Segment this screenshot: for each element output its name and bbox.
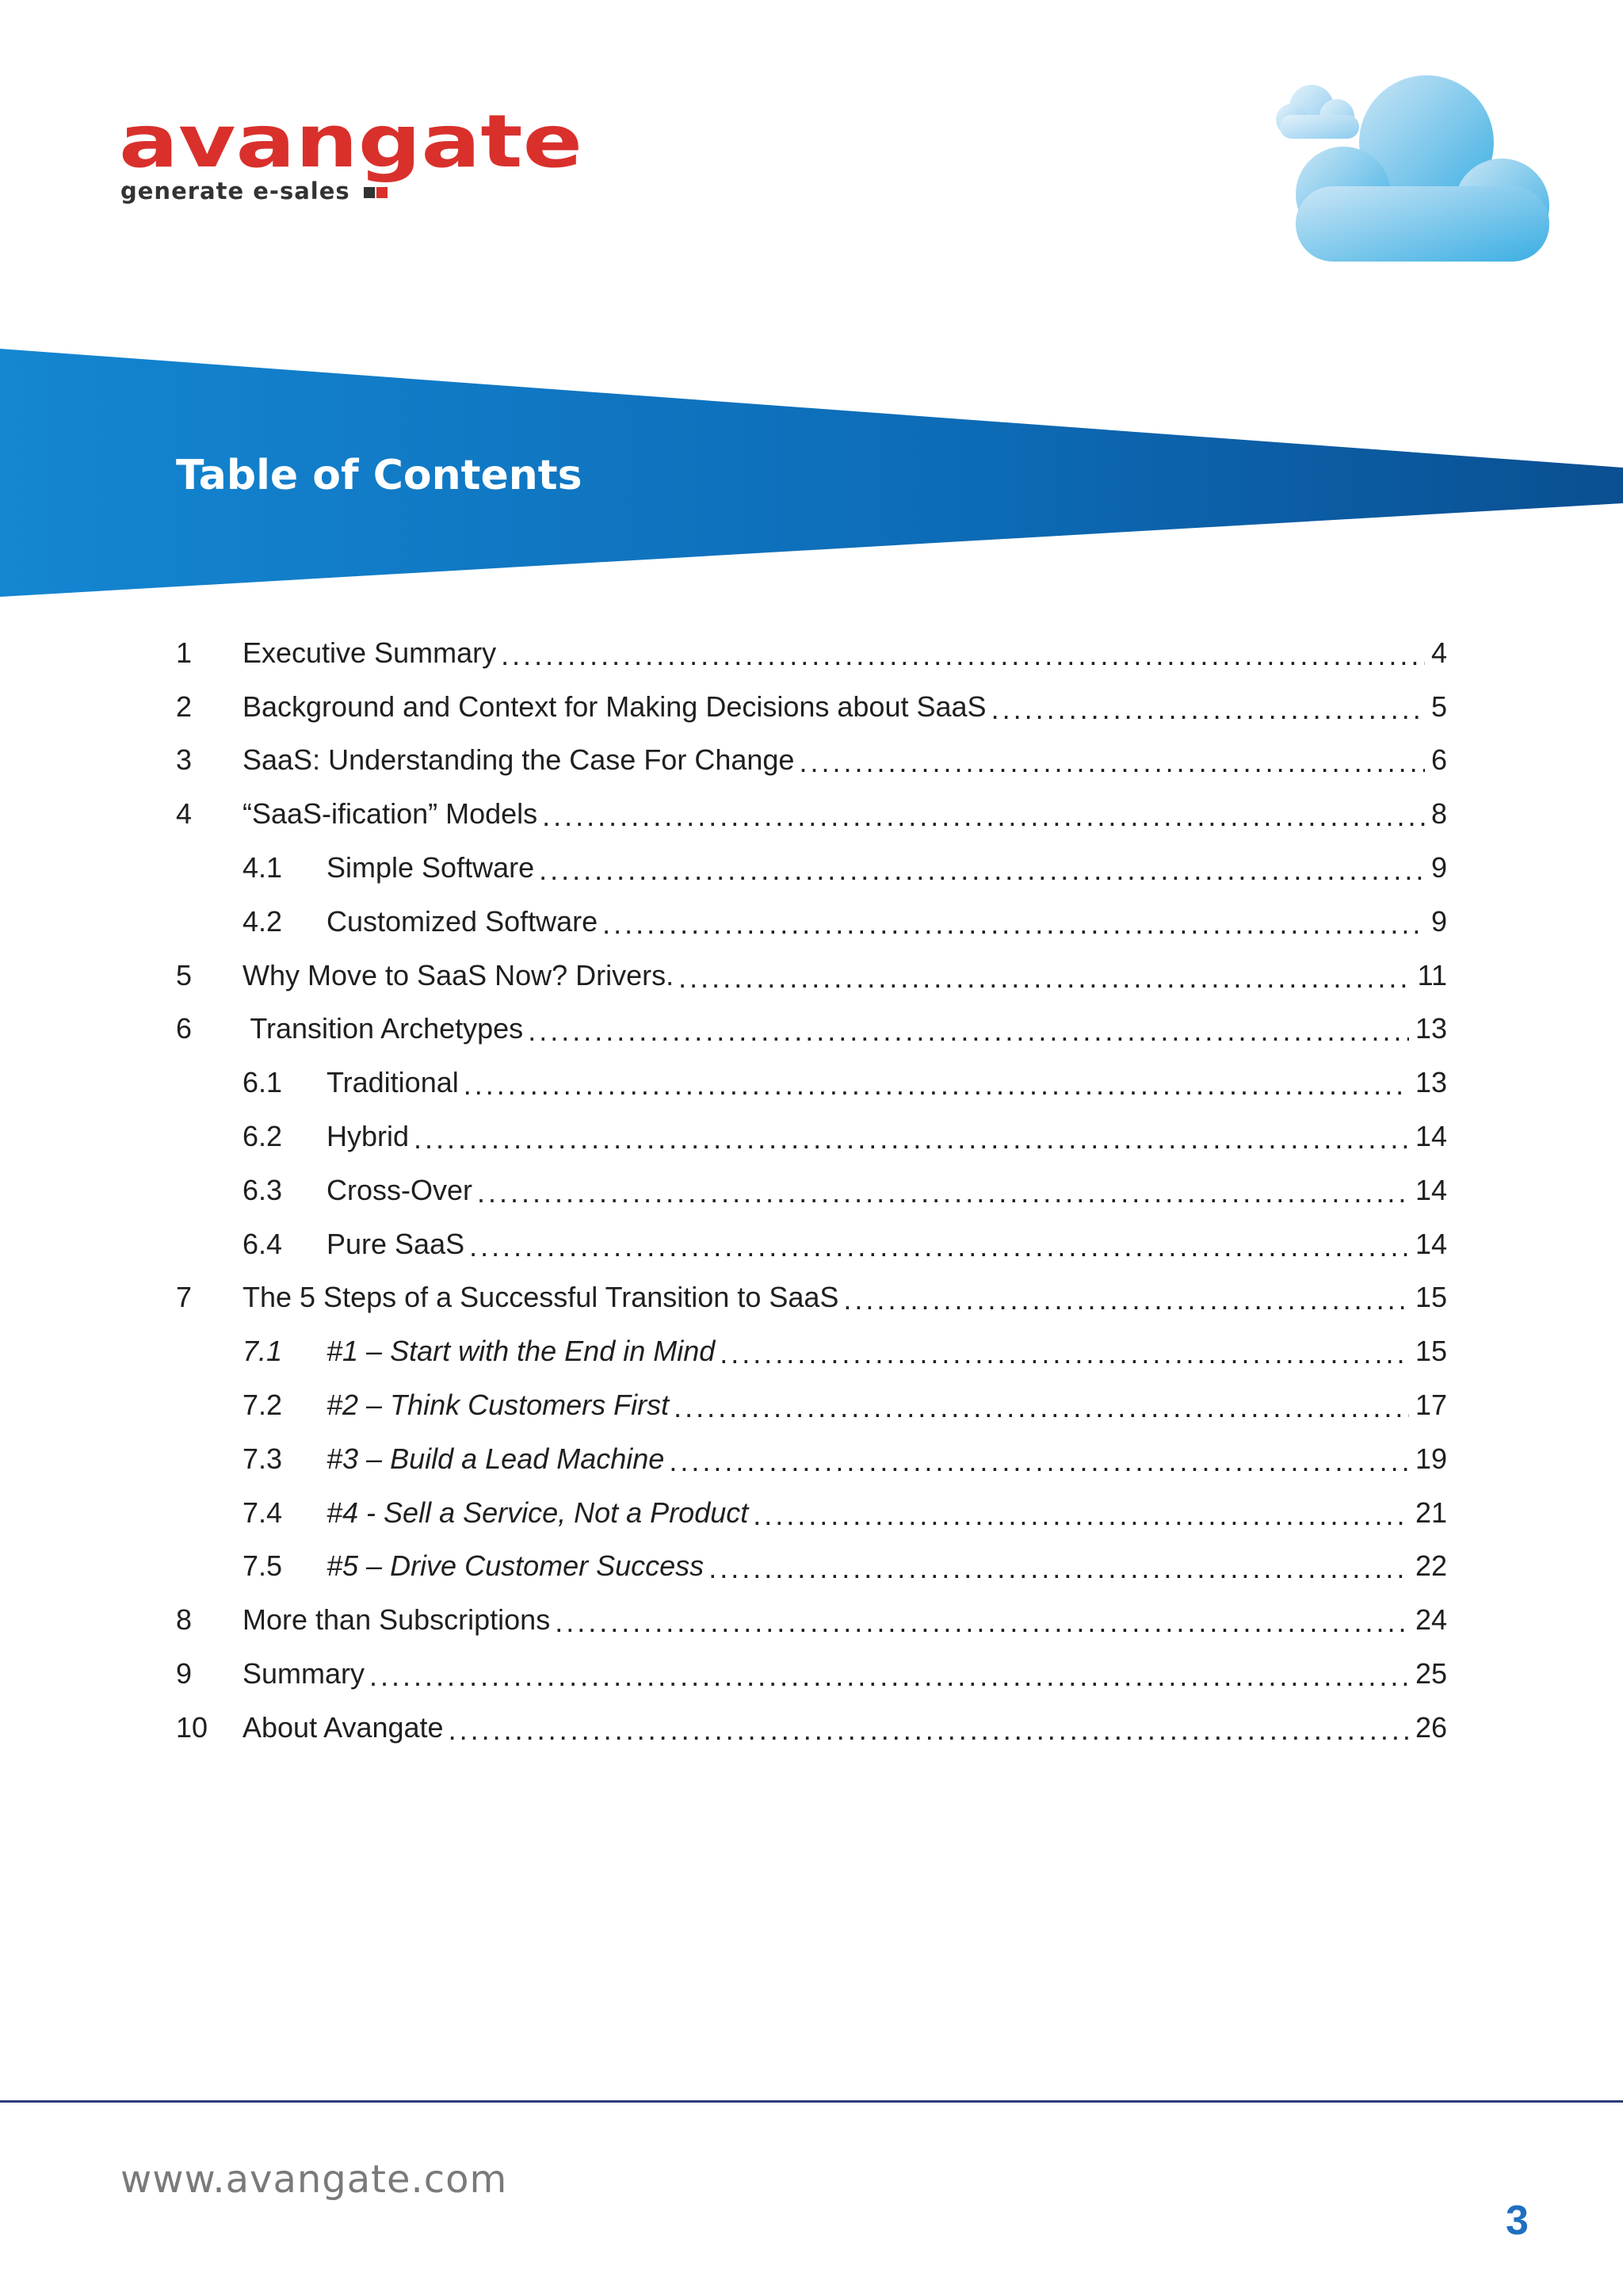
toc-entry[interactable] [176,1486,1447,1540]
toc-entry-number: 10 [176,1710,208,1744]
toc-dot-leader [602,912,1425,936]
footer-url: www.avangate.com [120,2157,508,2202]
toc-entry-number: 2 [176,690,193,723]
toc-dot-leader [991,697,1425,721]
footer-divider [0,2100,1623,2103]
toc-entry[interactable] [176,1540,1447,1594]
toc-entry-title: Background and Context for Making Decisions about SaaS [242,690,987,723]
logo-wordmark: avangate [119,111,582,184]
toc-entry[interactable] [176,1217,1447,1271]
toc-entry-page: 15 [1415,1281,1447,1314]
toc-entry-page: 6 [1430,743,1447,777]
toc-entry-title: Hybrid [327,1120,410,1153]
page-number: 3 [1506,2198,1529,2244]
toc-entry[interactable] [176,734,1447,788]
toc-entry-page: 11 [1417,958,1447,991]
toc-dot-leader [720,1342,1409,1366]
toc-entry-page: 9 [1430,851,1447,884]
toc-dot-leader [539,858,1425,882]
toc-dot-leader [708,1557,1409,1580]
toc-dot-leader [843,1288,1409,1312]
toc-entry-number: 7.4 [242,1496,283,1529]
toc-entry-page: 13 [1415,1012,1447,1045]
toc-entry[interactable] [176,1271,1447,1325]
toc-entry-title: Summary [242,1657,365,1690]
toc-entry-title: #4 - Sell a Service, Not a Product [327,1496,749,1529]
toc-entry-number: 9 [176,1657,193,1690]
toc-entry-title: More than Subscriptions [242,1603,551,1637]
toc-entry-page: 14 [1415,1120,1447,1153]
toc-entry-title: SaaS: Understanding the Case For Change [242,743,795,777]
toc-entry[interactable] [176,841,1447,895]
toc-entry[interactable] [176,787,1447,841]
toc-entry-number: 7.3 [242,1442,283,1475]
toc-entry-title: Transition Archetypes [242,1012,524,1045]
toc-entry-number: 4 [176,797,193,831]
toc-dot-leader [669,1450,1409,1473]
toc-dot-leader [555,1610,1409,1634]
toc-dot-leader [674,1396,1409,1419]
toc-dot-leader [799,751,1425,774]
toc-entry-page: 17 [1415,1389,1447,1422]
toc-dot-leader [449,1718,1409,1742]
toc-entry-page: 25 [1415,1657,1447,1690]
toc-entry-title: #3 – Build a Lead Machine [327,1442,665,1475]
table-of-contents [176,626,1447,1755]
toc-dot-leader [464,1073,1409,1097]
toc-entry-number: 6 [176,1012,193,1045]
toc-entry-number: 8 [176,1603,193,1637]
toc-dot-leader [753,1503,1409,1527]
toc-entry-title: “SaaS-ification” Models [242,797,538,831]
toc-entry-number: 6.4 [242,1227,283,1260]
toc-entry-title: #5 – Drive Customer Success [327,1549,705,1583]
toc-entry-title: The 5 Steps of a Successful Transition to SaaS [242,1281,839,1314]
toc-entry-number: 7.2 [242,1389,283,1422]
toc-entry-number: 4.1 [242,851,283,884]
toc-entry-title: Executive Summary [242,636,497,669]
toc-entry[interactable] [176,1324,1447,1378]
toc-entry[interactable] [176,1647,1447,1701]
logo-tagline [120,178,388,204]
toc-entry[interactable] [176,1110,1447,1163]
toc-entry-number: 6.1 [242,1066,283,1099]
avangate-logo [119,111,594,214]
toc-entry[interactable] [176,626,1447,680]
toc-entry-page: 9 [1430,904,1447,938]
page-title: Table of Contents [176,452,582,499]
toc-entry-title: Traditional [327,1066,459,1099]
cloud-icon [1248,67,1565,269]
toc-entry-title: #2 – Think Customers First [327,1389,670,1422]
toc-entry-number: 7.1 [242,1335,283,1368]
toc-dot-leader [528,1019,1409,1043]
toc-entry-title: Pure SaaS [327,1227,465,1260]
toc-dot-leader [678,966,1411,990]
toc-dot-leader [542,804,1425,828]
toc-entry-title: Cross-Over [327,1173,473,1206]
toc-entry-page: 15 [1415,1335,1447,1368]
toc-entry-title: Why Move to SaaS Now? Drivers. [242,958,674,991]
toc-entry[interactable] [176,1378,1447,1432]
toc-entry[interactable] [176,1593,1447,1647]
toc-entry[interactable] [176,1432,1447,1486]
logo-tagline-text: generate e-sales [120,178,350,204]
toc-entry-page: 26 [1415,1710,1447,1744]
toc-entry-page: 21 [1415,1496,1447,1529]
toc-entry[interactable] [176,1701,1447,1755]
toc-entry-title: #1 – Start with the End in Mind [327,1335,716,1368]
toc-entry-number: 4.2 [242,904,283,938]
toc-entry[interactable] [176,1003,1447,1056]
toc-entry-number: 6.2 [242,1120,283,1153]
logo-square-icon [364,187,375,198]
toc-entry[interactable] [176,1163,1447,1217]
logo-square-icon-red [376,187,388,198]
toc-entry-number: 1 [176,636,193,669]
toc-entry-number: 7 [176,1281,193,1314]
toc-entry-page: 8 [1430,797,1447,831]
toc-entry-number: 6.3 [242,1173,283,1206]
toc-entry-page: 14 [1415,1173,1447,1206]
toc-entry[interactable] [176,895,1447,949]
toc-entry-title: About Avangate [242,1710,444,1744]
toc-entry-page: 22 [1415,1549,1447,1583]
toc-dot-leader [414,1127,1409,1151]
toc-entry-page: 5 [1430,690,1447,723]
toc-entry[interactable] [176,949,1447,1003]
toc-entry-number: 7.5 [242,1549,283,1583]
toc-entry-page: 14 [1415,1227,1447,1260]
toc-entry-page: 24 [1415,1603,1447,1637]
toc-entry[interactable] [176,1056,1447,1110]
toc-entry-title: Customized Software [327,904,598,938]
toc-entry-title: Simple Software [327,851,535,884]
toc-entry-page: 19 [1415,1442,1447,1475]
toc-dot-leader [501,644,1425,667]
toc-dot-leader [469,1235,1409,1259]
toc-entry-page: 4 [1430,636,1447,669]
toc-dot-leader [477,1181,1409,1205]
toc-entry-number: 5 [176,958,193,991]
toc-entry-page: 13 [1415,1066,1447,1099]
toc-entry[interactable] [176,680,1447,734]
toc-entry-number: 3 [176,743,193,777]
toc-dot-leader [369,1664,1409,1688]
